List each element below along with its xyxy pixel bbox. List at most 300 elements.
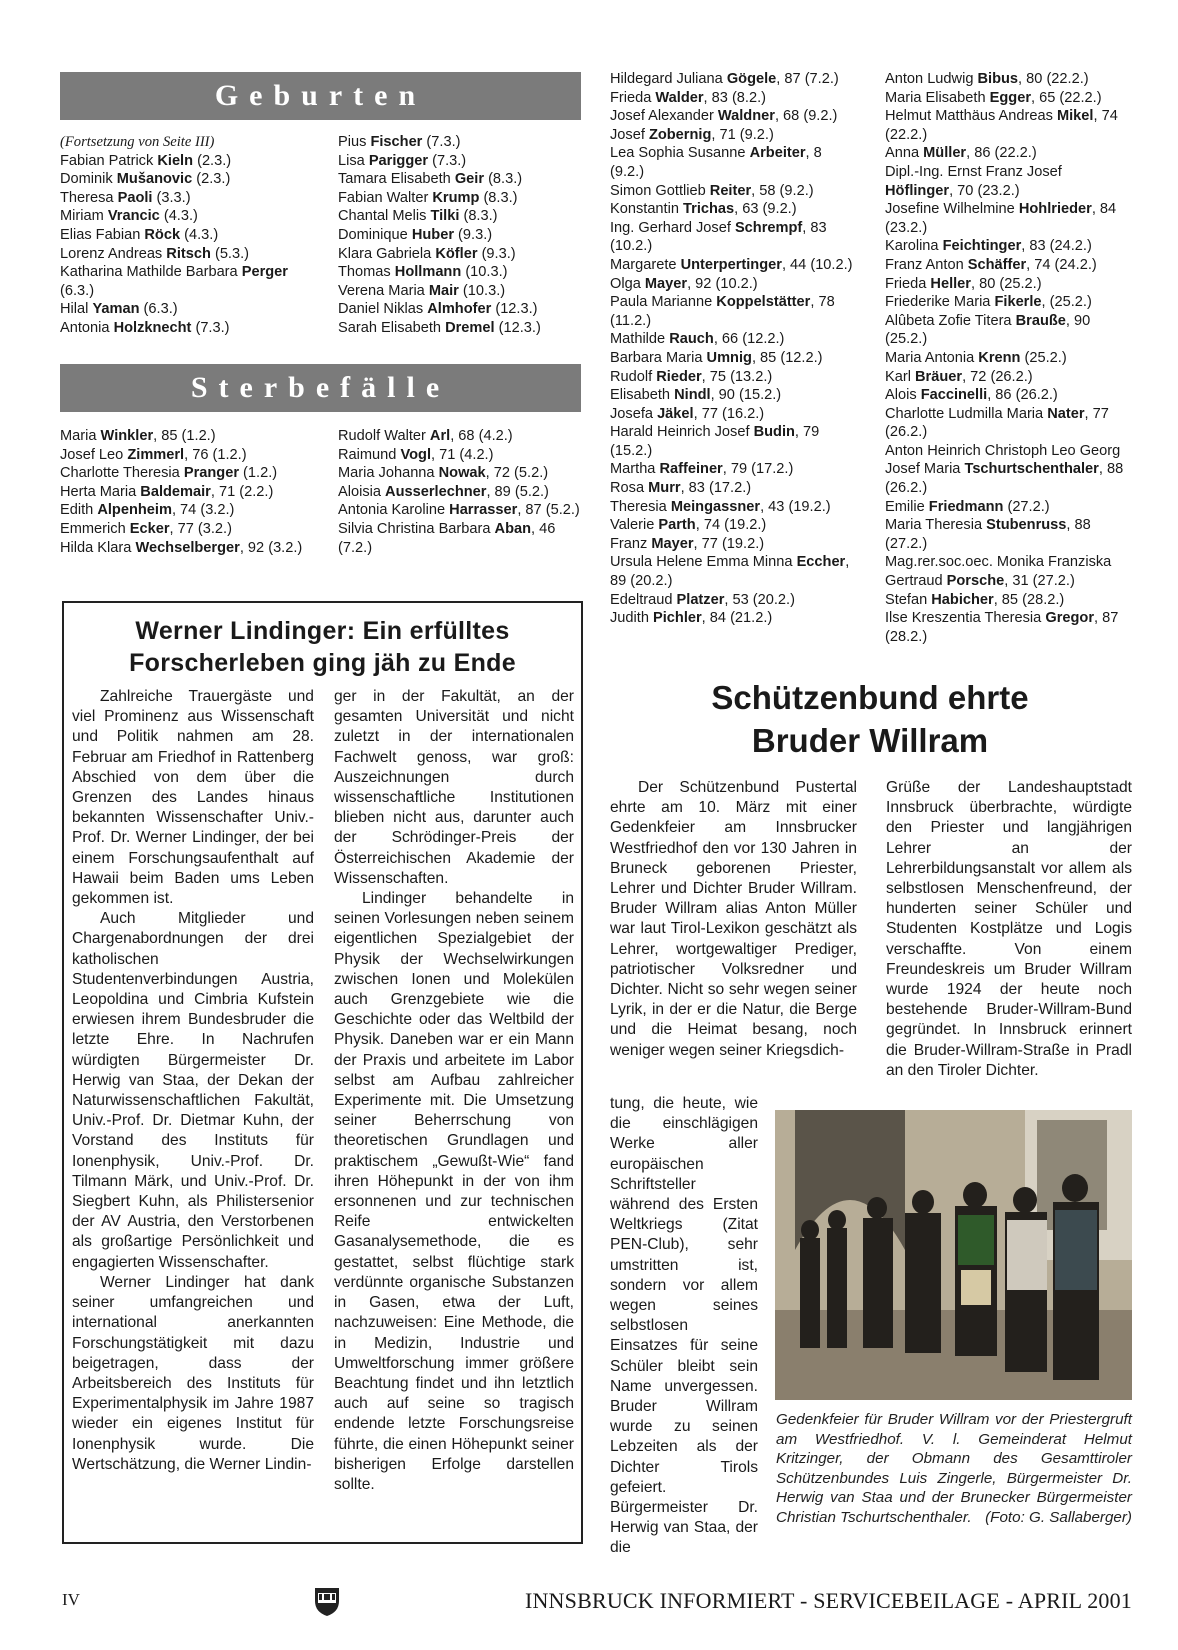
entry-given-names: Ilse Kreszentia Theresia [885,610,1046,627]
deaths-col-3 [610,70,858,628]
name-entry [338,427,583,446]
ceremony-photo [775,1110,1132,1400]
entry-surname: Ecker [129,520,170,537]
entry-surname: Yaman [92,301,140,318]
entry-given-names: Josef Leo [60,446,128,463]
entry-given-names: Josef [610,126,649,143]
entry-given-names: Alûbeta Zofie Titera [885,312,1016,329]
name-entry [610,368,858,387]
entry-details: , 71 (2.2.) [210,483,274,500]
births-continuation: (Fortsetzung von Seite III) [60,134,215,150]
entry-surname: Köfler [435,245,478,262]
name-entry [60,464,315,483]
name-entry [338,207,583,226]
entry-details: (3.3.) [152,189,191,206]
entry-details: , 87 (5.2.) [517,502,580,519]
name-entry [60,226,315,245]
entry-details: (7.3.) [422,134,461,150]
photo-caption-text: Gedenkfeier für Bruder Willram vor der Priestergruft am Westfriedhof. V. l. Gemeinderat Helmut Kritzinger, der Obmann des Gesamttiroler Schützenbundes Luis Zingerle, Bürgermeister Dr. Herwig van Staa und der Brunecker Bürgermeister Christian Tschurtschenthaler. [776,1411,1132,1526]
name-entry [610,591,858,610]
entry-given-names: Maria Elisabeth [885,89,990,106]
entry-details: , 77 (26.2.) [885,405,1109,441]
entry-given-names: Lisa [338,152,369,169]
entry-surname: Bräuer [915,368,963,385]
willram-title [610,676,1130,762]
entry-surname: Pranger [183,465,239,482]
entry-surname: Perger [241,264,288,281]
entry-details: , 44 (10.2.) [781,256,853,273]
entry-details: (4.3.) [180,226,219,243]
name-entry [338,226,583,245]
entry-surname: Pichler [653,610,702,627]
name-entry [338,245,583,264]
name-entry [885,386,1131,405]
name-entry [885,516,1131,553]
entry-surname: Mayer [651,535,694,552]
entry-surname: Fikerle [994,294,1042,311]
entry-given-names: Anton Heinrich Christoph Leo Georg Josef Maria [885,442,1121,478]
entry-surname: Arbeiter [749,145,806,162]
entry-surname: Rieder [656,368,702,385]
entry-details: , 87 (7.2.) [776,71,839,87]
entry-given-names: Frieda [610,89,656,106]
entry-surname: Parth [658,517,696,534]
entry-details: (1.2.) [239,465,278,482]
entry-details: (2.3.) [193,152,232,169]
entry-surname: Hollmann [394,264,462,281]
entry-details: , 74 (22.2.) [885,108,1118,143]
entry-given-names: Theresia [610,498,671,515]
entry-details: , (25.2.) [1041,294,1092,311]
entry-surname: Höflinger [885,182,950,199]
entry-details: (7.3.) [428,152,467,169]
entry-given-names: Franz Anton [885,256,968,273]
entry-given-names: Maria Antonia [885,349,979,366]
births-heading: Geburten [214,79,427,112]
name-entry [885,70,1131,89]
entry-details: , 87 (28.2.) [885,610,1119,645]
entry-given-names: Rosa [610,480,649,497]
entry-surname: Koppelstätter [716,294,811,311]
entry-surname: Eccher [796,554,846,571]
entry-surname: Waldner [717,108,775,125]
entry-details: (25.2.) [1020,349,1067,366]
entry-details: (7.3.) [191,319,230,336]
entry-given-names: Helmut Matthäus Andreas [885,108,1057,125]
entry-surname: Winkler [100,428,154,444]
entry-surname: Alpenheim [97,502,172,519]
entry-surname: Müller [923,145,967,162]
name-entry [610,460,858,479]
photo-credit: (Foto: G. Sallaberger) [985,1508,1132,1526]
deaths-heading-band [60,364,581,412]
entry-details: , 65 (22.2.) [1031,89,1102,106]
entry-surname: Zimmerl [127,446,185,463]
entry-details: (9.3.) [477,245,516,262]
entry-given-names: Thomas [338,264,395,281]
name-entry [610,386,858,405]
entry-surname: Murr [648,480,681,497]
name-entry [885,609,1131,646]
name-entry [610,349,858,368]
name-entry [885,312,1131,349]
entry-surname: Almhofer [427,301,492,318]
willram-col-2 [886,778,1132,1081]
entry-details: (2.3.) [192,171,231,188]
entry-details: , 8 (9.2.) [610,145,822,180]
entry-surname: Feichtinger [942,238,1022,255]
entry-surname: Faccinelli [920,387,988,404]
entry-surname: Budin [753,424,795,441]
name-entry [885,144,1131,163]
entry-details: (9.3.) [454,226,493,243]
photo-caption [776,1410,1132,1528]
entry-given-names: Martha [610,461,660,478]
name-entry [60,520,315,539]
entry-given-names: Barbara Maria [610,349,707,366]
entry-given-names: Aloisia [338,483,386,500]
entry-details: , 74 (3.2.) [171,502,235,519]
entry-surname: Schäffer [967,256,1027,273]
entry-surname: Umnig [706,349,752,366]
entry-given-names: Karl [885,368,916,385]
entry-details: (8.3.) [459,208,498,225]
name-entry [610,293,858,330]
name-entry [885,275,1131,294]
entry-details: , 43 (19.2.) [760,498,831,515]
entry-surname: Ausserlechner [385,483,487,500]
entry-given-names: Hildegard Juliana [610,71,727,87]
name-entry [338,464,583,483]
entry-surname: Paoli [117,189,153,206]
entry-given-names: Hilal [60,301,93,318]
entry-details: , 88 (26.2.) [885,461,1124,497]
entry-details: , 86 (26.2.) [987,387,1058,404]
name-entry [610,200,858,219]
name-entry [885,89,1131,108]
entry-given-names: Elisabeth [610,387,675,404]
name-entry [60,189,315,208]
entry-surname: Rauch [669,331,714,348]
entry-details: , 90 (25.2.) [885,312,1091,348]
entry-given-names: Raimund [338,446,401,463]
entry-given-names: Judith [610,610,653,627]
entry-details: , 92 (3.2.) [239,539,303,556]
name-entry [610,553,858,590]
entry-given-names: Rudolf Walter [338,428,430,444]
entry-details: , 84 (21.2.) [701,610,773,627]
entry-details: , 80 (22.2.) [1018,71,1089,87]
entry-details: , 74 (19.2.) [695,517,767,534]
entry-details: , 84 (23.2.) [885,201,1117,236]
entry-surname: Walder [655,89,704,106]
entry-surname: Brauße [1015,312,1066,329]
name-entry [885,107,1131,144]
entry-given-names: Charlotte Ludmilla Maria [885,405,1048,422]
willram-para: tung, die heute, wie die einschlägigen Werke aller europäischen Schriftsteller während des Ersten Weltkriegs (Zitat PEN-Club), sehr umstritten ist, sondern vor allem wegen seines selbstlosen Einsatzes für seine Schüler bleibt sein Name unvergessen. Bruder Willram wurde zu seinen Lebzeiten als der Dichter Tirols gefeiert. Bürgermeister Dr. Herwig van Staa, der die [610,1095,758,1557]
entry-given-names: Chantal Melis [338,208,431,225]
entry-details: , 83 (8.2.) [703,89,767,106]
entry-given-names: Emilie [885,498,929,515]
name-entry [610,107,858,126]
name-entry [610,256,858,275]
entry-given-names: Ing. Gerhard Josef [610,219,735,236]
entry-details: , 75 (13.2.) [701,368,773,385]
entry-given-names: Dominik [60,171,117,188]
entry-details: , 58 (9.2.) [751,182,814,199]
entry-surname: Meingassner [670,498,761,515]
lindinger-para: Lindinger behandelte in seinen Vorlesungen neben seinem eigentlichen Spezialgebiet der Physik der Wechselwirkungen zwischen Ionen und Molekülen auch Grenzgebiete wie die Geschichte oder das Weltbild der Physik. Daneben war er ein Mann der Praxis und arbeitete im Labor selbst am Aufbau zahlreicher Experimente mit. Die Umsetzung seiner Beherrschung von theoretischen Grundlagen und praktischem „Gewußt-Wie“ fand ihren Höhepunkt in der von ihm ersonnenen und zur technischen Reife entwickelten Gasanalysemethode, die es gestattet, selbst flüchtige stark verdünnte organische Substanzen in Gasen, etwa der Luft, nachzuweisen: Eine Methode, die in Medizin, Industrie und Umweltforschung immer größere Beachtung findet und ihn letztlich auch auf seine so tragisch endende letzte Forschungsreise führte, die einen Höhepunkt seiner bisherigen Erfolge darstellen sollte. [334,890,574,1493]
entry-surname: Jäkel [657,405,694,422]
entry-surname: Hohlrieder [1018,201,1092,218]
entry-given-names: Mathilde [610,331,670,348]
entry-surname: Fischer [370,134,423,150]
entry-details: (5.3.) [210,245,250,262]
entry-details: , 77 (3.2.) [169,520,232,537]
name-entry [60,539,315,558]
entry-surname: Holzknecht [113,319,192,336]
entry-details: , 74 (24.2.) [1026,256,1097,273]
entry-given-names: Antonia [60,319,114,336]
entry-given-names: Theresa [60,189,118,206]
entry-given-names: Simon Gottlieb [610,182,710,199]
entry-surname: Gregor [1045,610,1094,627]
entry-given-names: Konstantin [610,201,684,218]
name-entry [338,282,583,301]
deaths-col-1 [60,427,315,557]
name-entry [610,405,858,424]
name-entry [885,553,1131,590]
lindinger-para: ger in der Fakultät, an der gesamten Universität und nicht zuletzt in der internationalen Fachwelt genoss, war groß: Auszeichnungen durch wissenschaftliche Institutionen blieben nicht aus, darunter auch der Schrödinger-Preis der Österreichischen Akademie der Wissenschaften. [334,688,574,887]
entry-given-names: Franz [610,535,652,552]
entry-given-names: Karolina [885,238,943,255]
entry-given-names: Alois [885,387,921,404]
ceremony-photo-illustration [775,1110,1132,1400]
entry-given-names: Pius [338,134,371,150]
entry-surname: Wechselberger [135,539,240,556]
entry-details: , 77 (19.2.) [693,535,765,552]
deaths-col-4 [885,70,1131,646]
entry-given-names: Klara Gabriela [338,245,436,262]
entry-details: , 85 (1.2.) [153,428,216,444]
entry-surname: Trichas [683,201,735,218]
name-entry [338,170,583,189]
entry-details: , 71 (9.2.) [711,126,774,143]
entry-details: (10.3.) [458,282,506,299]
name-entry [338,446,583,465]
lindinger-para: Werner Lindinger hat dank seiner umfangreichen und international anerkannten Forschungstätigkeit mit dazu beigetragen, dass der Arbeitsbereich des Instituts für Experimentalphysik im Jahre 1987 wieder ein eigenes Institut für Ionenphysik wurde. Die Wertschätzung, die Werner Lindin- [72,1273,314,1473]
entry-surname: Zobernig [648,126,712,143]
entry-given-names: Edeltraud [610,591,677,608]
entry-details: (8.3.) [484,171,523,188]
entry-given-names: Elias Fabian [60,226,145,243]
entry-given-names: Verena Maria [338,282,429,299]
entry-given-names: Herta Maria [60,483,141,500]
entry-given-names: Margarete [610,256,681,273]
entry-details: , 92 (10.2.) [687,275,758,292]
entry-details: , 78 (11.2.) [610,294,835,329]
entry-given-names: Josefine Wilhelmine [885,201,1019,218]
name-entry [610,70,858,89]
name-entry [885,368,1131,387]
births-col-1 [60,133,315,338]
publication-footer: INNSBRUCK INFORMIERT - SERVICEBEILAGE - APRIL 2001 [524,1588,1132,1613]
entry-given-names: Friederike Maria [885,294,995,311]
name-entry [610,144,858,181]
entry-surname: Baldemair [140,483,211,500]
entry-surname: Heller [930,275,971,292]
entry-details: , 83 (24.2.) [1021,238,1092,255]
name-entry [338,483,583,502]
name-entry [338,520,583,557]
name-entry [338,152,583,171]
entry-surname: Schrempf [734,219,803,236]
name-entry [60,207,315,226]
entry-surname: Mikel [1056,108,1094,125]
entry-surname: Porsche [946,573,1005,590]
entry-given-names: Frieda [885,275,931,292]
entry-details: , 88 (27.2.) [885,517,1091,552]
name-entry [885,237,1131,256]
name-entry [885,349,1131,368]
births-heading-band [60,72,581,120]
name-entry [885,163,1131,200]
name-entry [60,170,315,189]
entry-given-names: Charlotte Theresia [60,465,184,482]
entry-given-names: Josef Alexander [610,108,718,125]
entry-surname: Nater [1047,405,1085,422]
lindinger-para: Zahlreiche Trauergäste und viel Prominenz aus Wissenschaft und Politik nahmen am 28. Februar am Friedhof in Rattenberg Abschied von dem über die Grenzen des Landes hinaus bekannten Wissenschafter Univ.-Prof. Dr. Werner Lindinger, der bei einem Forschungsaufenthalt auf Hawaii beim Baden ums Leben gekommen ist. [72,688,314,908]
entry-details: , 83 (10.2.) [610,219,827,255]
willram-para: Der Schützenbund Pustertal ehrte am 10. März mit einer Gedenkfeier am Innsbrucker Westfriedhof den vor 130 Jahren in Bruneck geborenen Priester, Lehrer und Dichter Bruder Willram. Bruder Willram alias Anton Müller war laut Tirol-Lexikon geschätzt als Lehrer, wortgewaltiger Prediger, patriotischer Volksredner und Dichter. Nicht so sehr wegen seiner Lyrik, in der er die Natur, die Berge und die Heimat besang, noch weniger wegen seiner Kriegsdich- [610,779,857,1059]
entry-details: , 68 (9.2.) [774,108,838,125]
entry-details: , 70 (23.2.) [949,182,1020,199]
entry-details: , 77 (16.2.) [693,405,765,422]
lindinger-col-1 [72,687,314,1475]
entry-details: (8.3.) [479,189,518,206]
name-entry [60,300,315,319]
entry-given-names: Dominique [338,226,412,243]
entry-details: , 80 (25.2.) [970,275,1042,292]
entry-surname: Dremel [445,319,495,336]
entry-surname: Parigger [368,152,429,169]
entry-surname: Gögele [726,71,777,87]
entry-given-names: Maria Johanna [338,465,439,482]
willram-col-1-narrow [610,1094,758,1559]
name-entry [610,330,858,349]
entry-surname: Stubenruss [986,517,1067,534]
entry-details: , 72 (26.2.) [962,368,1033,385]
entry-details: , 68 (4.2.) [450,428,513,444]
entry-surname: Mayer [644,275,688,292]
entry-surname: Nindl [674,387,711,404]
entry-given-names: Katharina Mathilde Barbara [60,264,242,281]
entry-surname: Geir [454,171,485,188]
page-number: IV [62,1590,80,1609]
name-entry [60,501,315,520]
entry-details: , 89 (5.2.) [486,483,549,500]
entry-surname: Habicher [931,591,994,608]
entry-details: (27.2.) [1003,498,1050,515]
name-entry [60,483,315,502]
entry-details: (10.3.) [461,264,508,281]
entry-given-names: Harald Heinrich Josef [610,424,754,441]
entry-details: , 89 (20.2.) [610,554,850,590]
name-entry [885,405,1131,442]
name-entry [610,182,858,201]
entry-given-names: Mag.rer.soc.oec. Monika Franziska Gertraud [885,554,1112,590]
entry-given-names: Ursula Helene Emma Minna [610,554,797,571]
entry-given-names: Anna [885,145,924,162]
name-entry [60,319,315,338]
entry-surname: Bibus [977,71,1019,87]
name-entry [610,423,858,460]
entry-given-names: Fabian Patrick [60,152,158,169]
name-entry [885,293,1131,312]
entry-details: (12.3.) [491,301,538,318]
entry-details: , 63 (9.2.) [734,201,797,218]
entry-surname: Raffeiner [659,461,723,478]
name-entry [885,591,1131,610]
entry-given-names: Valerie [610,517,659,534]
name-entry [338,189,583,208]
entry-given-names: Maria [60,428,101,444]
entry-given-names: Fabian Walter [338,189,433,206]
entry-given-names: Silvia Christina Barbara [338,520,495,537]
entry-surname: Tilki [430,208,460,225]
name-entry [610,535,858,554]
entry-surname: Röck [144,226,181,243]
entry-surname: Nowak [438,465,486,482]
name-entry [60,263,315,300]
name-entry [338,319,583,338]
entry-details: (4.3.) [159,208,198,225]
entry-given-names: Lea Sophia Susanne [610,145,750,162]
entry-details: , 72 (5.2.) [485,465,549,482]
lindinger-col-2 [334,687,574,1495]
entry-given-names: Edith [60,502,98,519]
entry-given-names: Josefa [610,405,658,422]
lindinger-title: Werner Lindinger: Ein erfülltes Forscherleben ging jäh zu Ende [129,617,516,677]
entry-details: , 90 (15.2.) [710,387,782,404]
entry-given-names: Lorenz Andreas [60,245,167,262]
entry-surname: Egger [989,89,1031,106]
entry-given-names: Hilda Klara [60,539,136,556]
entry-given-names: Antonia Karoline [338,502,450,519]
entry-given-names: Rudolf [610,368,657,385]
name-entry [60,446,315,465]
entry-surname: Platzer [676,591,725,608]
name-entry [338,263,583,282]
entry-surname: Arl [429,428,451,444]
entry-given-names: Daniel Niklas [338,301,428,318]
entry-details: , 79 (17.2.) [722,461,794,478]
entry-surname: Reiter [709,182,752,199]
entry-surname: Tschurtschenthaler [964,461,1099,478]
name-entry [610,609,858,628]
name-entry [610,89,858,108]
entry-given-names: Sarah Elisabeth [338,319,446,336]
name-entry [885,200,1131,237]
entry-details: (6.3.) [139,301,178,318]
entry-given-names: Anton Ludwig [885,71,978,87]
entry-details: , 53 (20.2.) [724,591,795,608]
entry-surname: Vogl [400,446,432,463]
entry-surname: Unterpertinger [680,256,782,273]
entry-surname: Friedmann [928,498,1004,515]
entry-given-names: Olga [610,275,645,292]
entry-surname: Krenn [978,349,1021,366]
